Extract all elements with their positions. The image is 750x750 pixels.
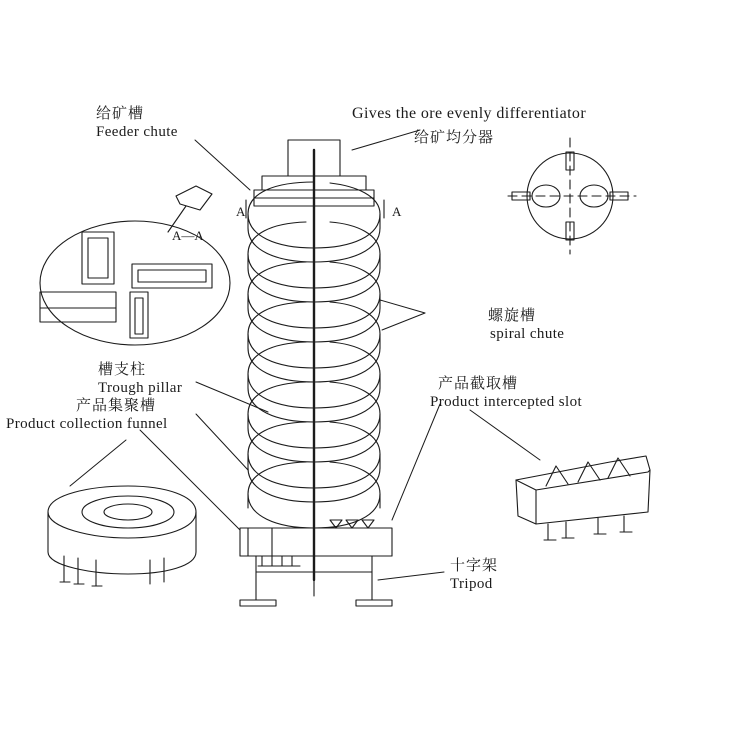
- label-product-intercepted-en: Product intercepted slot: [430, 393, 583, 410]
- label-distributor-cn: 给矿均分器: [414, 128, 495, 146]
- label-distributor: [352, 104, 586, 147]
- section-mark-left: A: [236, 204, 246, 219]
- label-spiral-chute-en: spiral chute: [490, 325, 565, 342]
- label-spiral-chute-cn: 螺旋槽: [488, 306, 537, 324]
- label-product-collection-funnel: [6, 396, 168, 434]
- section-view-label: A—A: [172, 228, 204, 243]
- label-tripod-cn: 十字架: [450, 556, 499, 574]
- label-product-intercepted-slot: [430, 374, 582, 412]
- label-feeder-chute-cn: 给矿槽: [96, 104, 145, 122]
- label-feeder-chute: [96, 104, 178, 142]
- label-tripod-en: Tripod: [450, 575, 493, 592]
- label-spiral-chute: [488, 306, 564, 344]
- label-trough-pillar-en: Trough pillar: [98, 379, 183, 396]
- label-product-intercepted-cn: 产品截取槽: [438, 374, 519, 392]
- label-product-collection-cn: 产品集聚槽: [76, 396, 157, 414]
- section-detail-ellipse: [40, 186, 230, 345]
- label-tripod: [450, 556, 498, 594]
- bottom-collection-assembly: [240, 520, 392, 566]
- label-trough-pillar: [98, 360, 182, 398]
- tripod-legs: [240, 556, 392, 606]
- label-trough-pillar-cn: 槽支柱: [98, 360, 147, 378]
- label-distributor-en: Gives the ore evenly differentiator: [352, 105, 587, 122]
- distributor-top-view: [508, 138, 636, 254]
- product-collection-funnel-detail: [48, 486, 196, 586]
- product-intercepted-slot-detail: [516, 456, 650, 540]
- label-product-collection-en: Product collection funnel: [6, 415, 168, 432]
- section-mark-right: A: [392, 204, 402, 219]
- label-feeder-chute-en: Feeder chute: [96, 123, 178, 140]
